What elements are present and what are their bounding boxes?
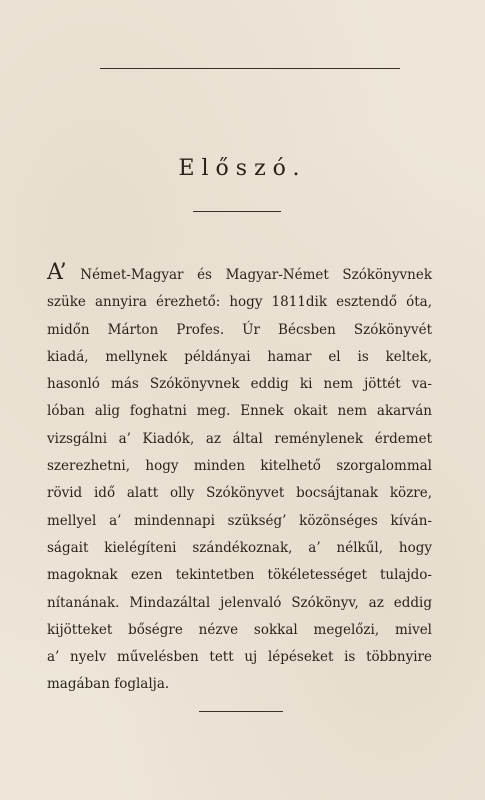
text-line: szüke annyira érezhető: hogy 1811dik esztendő óta, xyxy=(47,294,432,311)
text-line: szerezhetni, hogy minden kitelhető szorgalommal xyxy=(47,458,432,475)
drop-cap: A’ xyxy=(47,260,67,285)
top-rule xyxy=(100,68,400,69)
bottom-rule xyxy=(199,711,283,712)
text-line: kiadá, mellynek példányai hamar el is keltek, xyxy=(47,348,432,365)
text-line: mellyel a’ mindennapi szükség’ közönséges kíván- xyxy=(47,512,432,529)
text-line: magában foglalja. xyxy=(47,676,170,693)
title-rule xyxy=(193,211,281,212)
page-title: Előszó. xyxy=(178,156,307,181)
text-line: A’ Német-Magyar és Magyar-Német Szókönyvnek xyxy=(47,260,432,285)
text-line: ságait kielégíteni szándékoznak, a’ nélkűl, hogy xyxy=(47,539,432,556)
text-line: rövid idő alatt olly Szókönyvet bocsájtanak közre, xyxy=(47,485,432,502)
text-line: midőn Márton Profes. Úr Bécsben Szókönyvét xyxy=(47,321,432,338)
text-line: kijötteket bőségre nézve sokkal megelőzi, mivel xyxy=(47,621,432,638)
body-text xyxy=(47,262,432,699)
text-line: nítanának. Mindazáltal jelenvaló Szókönyv, az eddig xyxy=(47,594,432,611)
text-line: hasonló más Szókönyvnek eddig ki nem jöttét va- xyxy=(47,376,432,393)
text-line: lóban alig foghatni meg. Ennek okait nem akarván xyxy=(47,403,432,420)
text-line: magoknak ezen tekintetben tökéletességet tulajdo- xyxy=(47,567,432,584)
text-line: a’ nyelv művelésben tett uj lépéseket is többnyire xyxy=(47,649,432,666)
text-line: vizsgálni a’ Kiadók, az által reménylenek érdemet xyxy=(47,430,432,447)
